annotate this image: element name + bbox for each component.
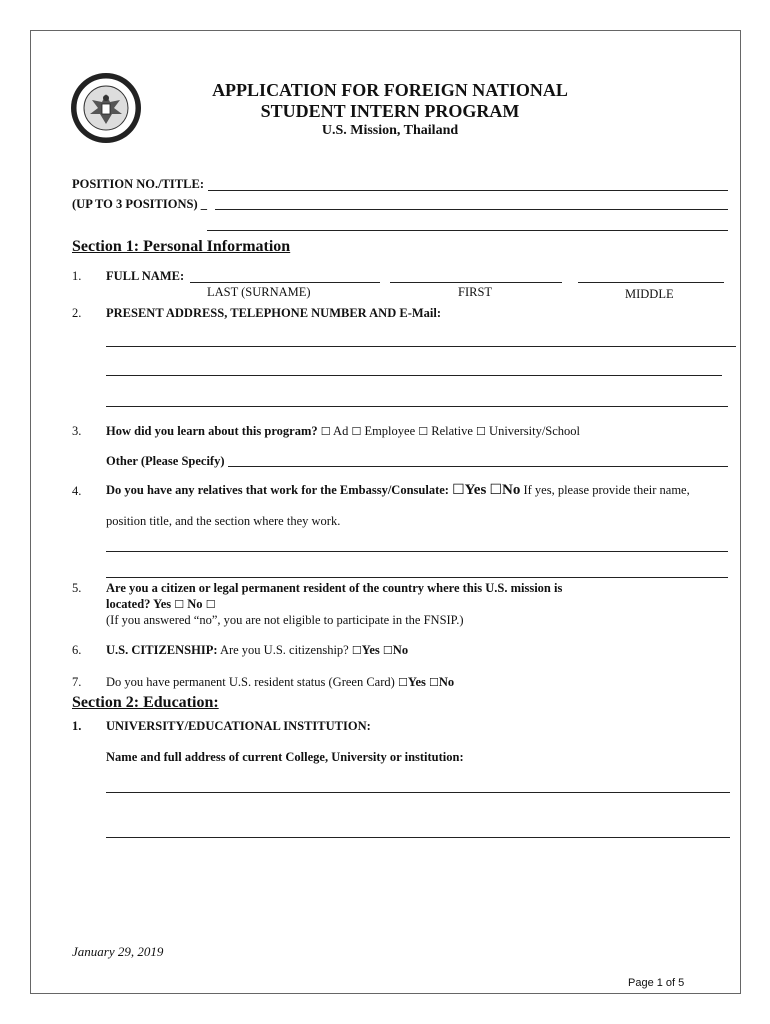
q1-number: 1. <box>72 269 82 283</box>
q3-number: 3. <box>72 424 82 438</box>
form-subtitle: U.S. Mission, Thailand <box>321 123 459 138</box>
q5-question-a: Are you a citizen or legal permanent resident of the country where this U.S. mission is <box>106 581 563 595</box>
q7-question: Do you have permanent U.S. resident status (Green Card) <box>106 675 395 689</box>
q6-number: 6. <box>72 643 82 657</box>
checkbox-citizen-no[interactable]: ☐ <box>205 598 216 611</box>
institution-name-label: Name and full address of current College, University or institution: <box>106 750 464 764</box>
q5-note: (If you answered “no”, you are not eligible to participate in the FNSIP.) <box>106 613 464 627</box>
option-relative-label: Relative <box>431 424 473 438</box>
relatives-field-1[interactable] <box>106 551 728 552</box>
address-field-2[interactable] <box>106 375 722 376</box>
institution-label: UNIVERSITY/EDUCATIONAL INSTITUTION: <box>106 719 371 733</box>
position-field-1[interactable] <box>208 190 728 191</box>
page-number: Page 1 of 5 <box>628 977 685 989</box>
section2-heading: Section 2: Education: <box>72 694 219 711</box>
position-sub-label: (UP TO 3 POSITIONS) _ <box>72 197 207 211</box>
checkbox-relative[interactable]: ☐ <box>418 425 429 438</box>
green-card-yes-label: Yes <box>407 675 426 689</box>
department-of-state-seal-icon <box>70 72 142 144</box>
q3-row <box>106 424 580 439</box>
last-name-field[interactable] <box>190 282 380 283</box>
option-employee-label: Employee <box>364 424 416 438</box>
position-field-3[interactable] <box>207 230 728 231</box>
institution-field-1[interactable] <box>106 792 730 793</box>
us-citizenship-label: U.S. CITIZENSHIP: <box>106 643 218 657</box>
checkbox-ad[interactable]: ☐ <box>320 425 331 438</box>
q5-number: 5. <box>72 581 82 595</box>
middle-name-field[interactable] <box>578 282 724 283</box>
option-ad-label: Ad <box>333 424 349 438</box>
middle-name-caption: MIDDLE <box>625 287 674 301</box>
citizen-no-label: No <box>187 597 203 611</box>
section1-heading: Section 1: Personal Information <box>72 238 291 255</box>
relatives-field-2[interactable] <box>106 577 728 578</box>
position-label: POSITION NO./TITLE: <box>72 177 204 191</box>
checkbox-us-citizen-yes[interactable]: ☐ <box>351 644 362 657</box>
address-field-1[interactable] <box>106 346 736 347</box>
q6-question: Are you U.S. citizenship? <box>219 643 349 657</box>
us-citizen-no-label: No <box>392 643 409 657</box>
form-title-line2: STUDENT INTERN PROGRAM <box>260 101 520 121</box>
q4-row <box>106 482 690 499</box>
other-specify-field[interactable] <box>228 466 728 467</box>
q4-number: 4. <box>72 484 82 498</box>
q4-followup-a: If yes, please provide their name, <box>523 483 690 497</box>
relatives-yes-label: Yes <box>464 482 487 498</box>
q3-question: How did you learn about this program? <box>106 424 318 438</box>
checkbox-us-citizen-no[interactable]: ☐ <box>382 644 393 657</box>
address-label: PRESENT ADDRESS, TELEPHONE NUMBER AND E-Mail: <box>106 306 442 320</box>
checkbox-citizen-yes[interactable]: ☐ <box>174 598 185 611</box>
revision-date: January 29, 2019 <box>72 944 164 959</box>
relatives-no-label: No <box>502 482 521 498</box>
checkbox-green-card-yes[interactable]: ☐ <box>397 676 408 689</box>
address-field-3[interactable] <box>106 406 728 407</box>
institution-field-2[interactable] <box>106 837 730 838</box>
form-title-line1: APPLICATION FOR FOREIGN NATIONAL <box>212 80 568 100</box>
q5-row <box>106 597 216 612</box>
position-field-2[interactable] <box>215 209 728 210</box>
checkbox-relatives-yes[interactable]: ☐ <box>452 482 465 498</box>
q5-question-b: located? Yes <box>106 597 172 611</box>
q4-question: Do you have any relatives that work for the Embassy/Consulate: <box>106 483 449 497</box>
page-frame <box>30 30 741 994</box>
checkbox-university[interactable]: ☐ <box>476 425 486 438</box>
green-card-no-label: No <box>438 675 455 689</box>
option-university-label: University/School <box>489 424 581 438</box>
first-name-field[interactable] <box>390 282 562 283</box>
us-citizen-yes-label: Yes <box>361 643 380 657</box>
other-specify-label: Other (Please Specify) <box>106 454 225 468</box>
q7-row <box>106 675 454 690</box>
s2-q1-number: 1. <box>72 719 82 733</box>
checkbox-green-card-no[interactable]: ☐ <box>429 676 439 689</box>
full-name-label: FULL NAME: <box>106 269 185 283</box>
last-name-caption: LAST (SURNAME) <box>207 285 311 299</box>
q2-number: 2. <box>72 306 82 320</box>
first-name-caption: FIRST <box>458 285 493 299</box>
checkbox-employee[interactable]: ☐ <box>351 425 362 438</box>
q4-followup-b: position title, and the section where they work. <box>106 514 341 528</box>
checkbox-relatives-no[interactable]: ☐ <box>489 482 502 498</box>
q7-number: 7. <box>72 675 82 689</box>
q6-row <box>106 643 408 658</box>
